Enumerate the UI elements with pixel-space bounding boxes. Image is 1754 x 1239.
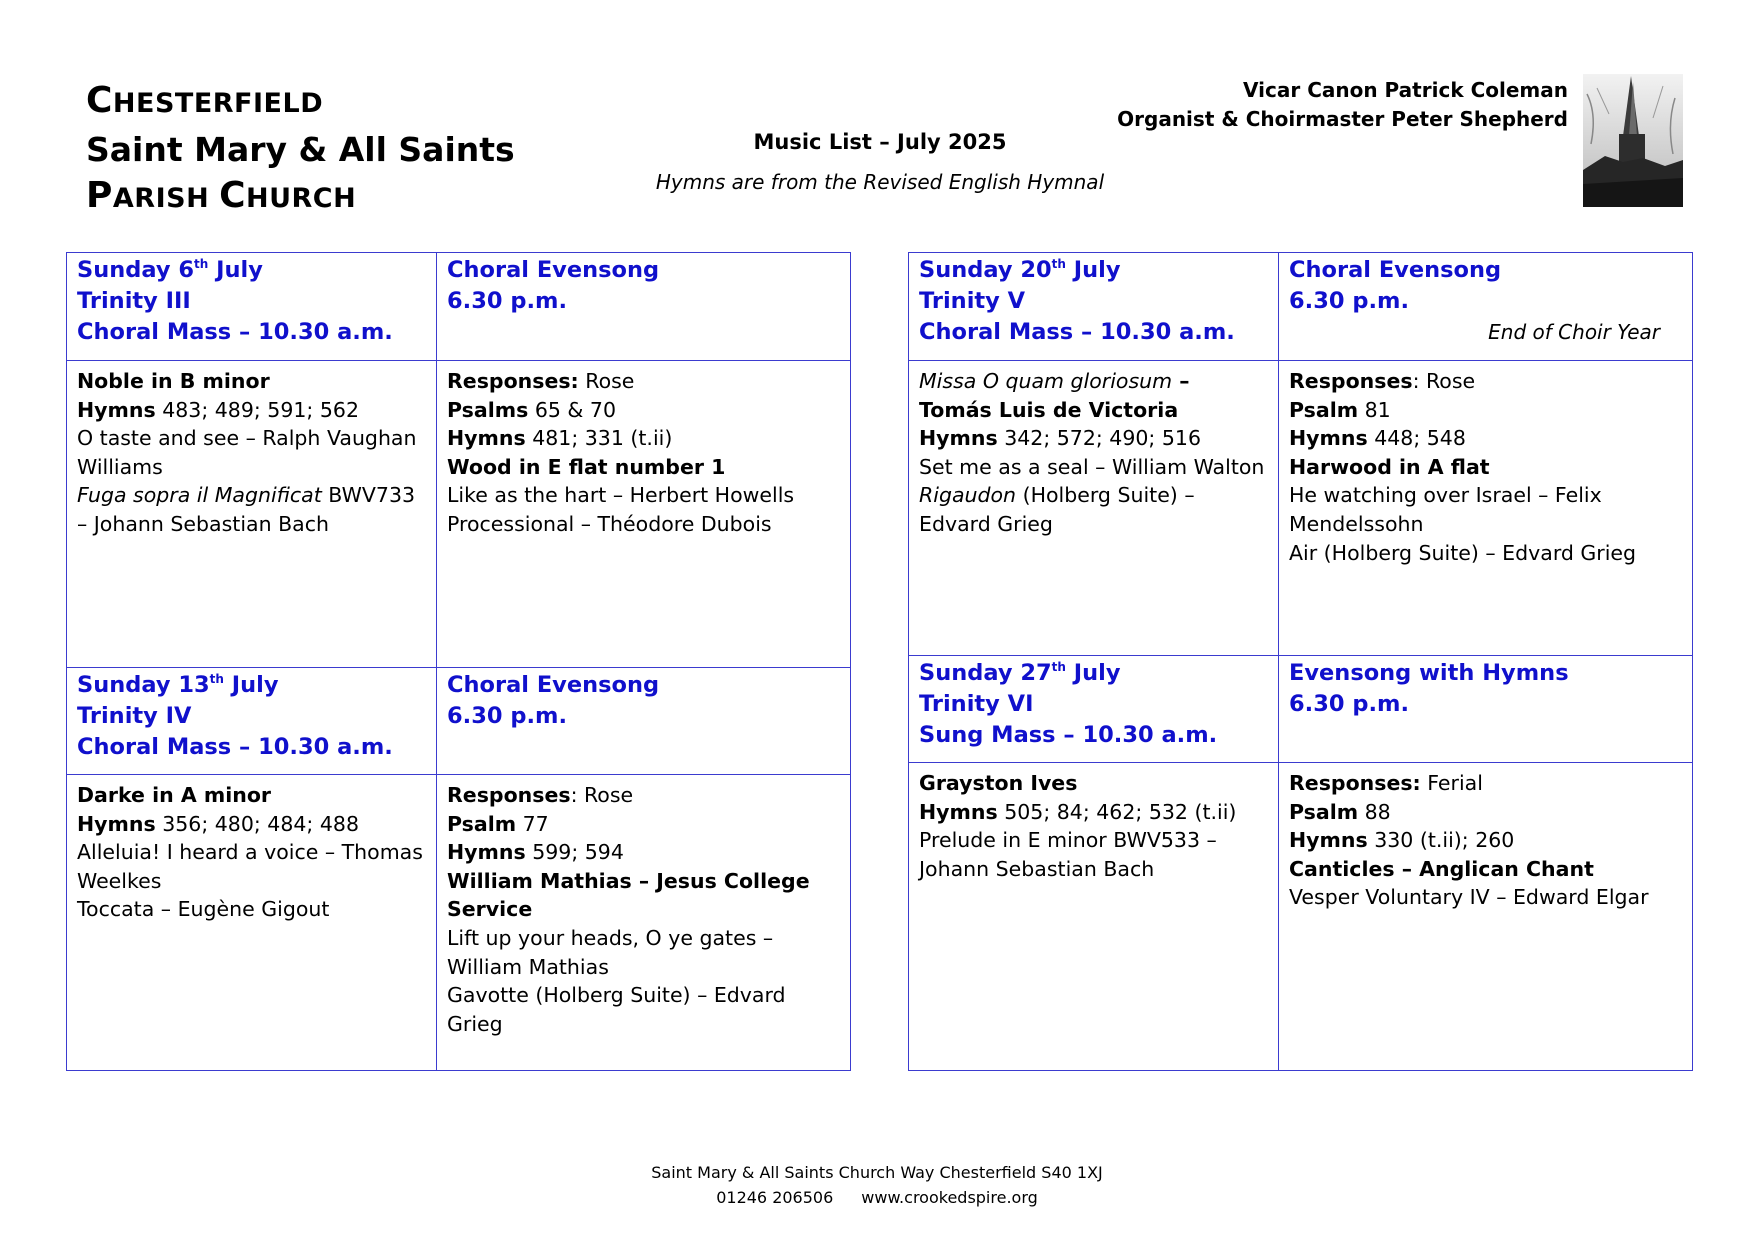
list-item: Noble in B minor [77, 369, 270, 393]
july13-evening-music [437, 775, 851, 1071]
list-item: Processional – Théodore Dubois [447, 511, 772, 536]
footer-address: Saint Mary & All Saints Church Way Chesterfield S40 1XJ [651, 1163, 1103, 1182]
july20-evening-header [1279, 253, 1693, 361]
church-name-line2: Saint Mary & All Saints [86, 130, 515, 169]
end-of-choir-year-note: End of Choir Year [1488, 320, 1660, 344]
july27-morning-service: Sung Mass – 10.30 a.m. [919, 722, 1218, 748]
july20-morning-music [909, 361, 1279, 656]
footer-website[interactable]: www.crookedspire.org [861, 1188, 1038, 1207]
music-list-title: Music List – July 2025 [753, 130, 1007, 154]
july13-trinity: Trinity IV [77, 703, 192, 729]
july6-morning-service: Choral Mass – 10.30 a.m. [77, 319, 393, 345]
list-item: Canticles – Anglican Chant [1289, 856, 1594, 881]
list-item: Alleluia! I heard a voice – Thomas Weelkes [77, 840, 423, 893]
list-item: Toccata – Eugène Gigout [77, 897, 330, 922]
list-item: Hymns 483; 489; 591; 562 [77, 397, 359, 422]
list-item: Prelude in E minor BWV533 – Johann Sebastian Bach [919, 828, 1217, 881]
church-name-line1: CHESTERFIELD [86, 80, 324, 121]
july6-evening-service: Choral Evensong [447, 257, 660, 283]
list-item: Rigaudon (Holberg Suite) – Edvard Grieg [919, 483, 1195, 536]
july13-evening-service: Choral Evensong [447, 672, 660, 698]
list-item: Lift up your heads, O ye gates – William Mathias [447, 925, 774, 979]
list-item: Vesper Voluntary IV – Edward Elgar [1289, 885, 1649, 910]
july20-morning-service: Choral Mass – 10.30 a.m. [919, 319, 1235, 345]
list-item: Hymns 330 (t.ii); 260 [1289, 828, 1515, 853]
church-spire-photo [1583, 74, 1683, 207]
list-item: Responses: Rose [447, 783, 634, 807]
july27-evening-service: Evensong with Hymns [1289, 660, 1569, 686]
july20-evening-service: Choral Evensong [1289, 257, 1502, 283]
list-item: Gavotte (Holberg Suite) – Edvard Grieg [447, 983, 786, 1036]
church-name [86, 78, 515, 222]
list-item: Hymns 481; 331 (t.ii) [447, 426, 673, 451]
list-item: Hymns 356; 480; 484; 488 [77, 811, 359, 836]
july13-evening-header [437, 668, 851, 775]
list-item: Responses: Rose [447, 369, 635, 393]
list-item: William Mathias – Jesus College Service [447, 868, 810, 922]
organist-name: Organist & Choirmaster Peter Shepherd [1117, 107, 1568, 131]
july6-evening-music [437, 361, 851, 668]
july20-date: Sunday 20th July [919, 257, 1121, 283]
list-item: Like as the hart – Herbert Howells [447, 483, 795, 508]
july13-morning-service: Choral Mass – 10.30 a.m. [77, 734, 393, 760]
july6-evening-header [437, 253, 851, 361]
july27-morning-header [909, 656, 1279, 763]
july27-date: Sunday 27th July [919, 660, 1121, 686]
footer-phone: 01246 206506 [716, 1188, 834, 1207]
list-item: Air (Holberg Suite) – Edvard Grieg [1289, 540, 1637, 565]
july6-evening-time: 6.30 p.m. [447, 288, 567, 314]
schedule-left [66, 252, 851, 1071]
list-item: Hymns 505; 84; 462; 532 (t.ii) [919, 799, 1237, 824]
list-item: Responses: Ferial [1289, 771, 1483, 795]
july6-trinity: Trinity III [77, 288, 191, 314]
list-item: Psalm 81 [1289, 397, 1391, 422]
july27-evening-music [1279, 763, 1693, 1071]
july13-morning-music [67, 775, 437, 1071]
list-item: Psalms 65 & 70 [447, 397, 617, 422]
july20-morning-header [909, 253, 1279, 361]
list-item: Harwood in A flat [1289, 454, 1490, 479]
july13-date: Sunday 13th July [77, 672, 279, 698]
list-item: He watching over Israel – Felix Mendelssohn [1289, 483, 1602, 536]
july20-trinity: Trinity V [919, 288, 1026, 314]
list-item: Hymns 599; 594 [447, 840, 624, 865]
list-item: Psalm 88 [1289, 799, 1391, 824]
july20-evening-music [1279, 361, 1693, 656]
list-item: Darke in A minor [77, 783, 272, 807]
music-list-subtitle: Hymns are from the Revised English Hymnal [655, 170, 1105, 194]
list-item: O taste and see – Ralph Vaughan Williams [77, 426, 417, 479]
list-item: Responses: Rose [1289, 369, 1476, 393]
list-item: Missa O quam gloriosum – Tomás Luis de Victoria [919, 369, 1190, 422]
july13-morning-header [67, 668, 437, 775]
list-item: Wood in E flat number 1 [447, 454, 726, 479]
list-item: Grayston Ives [919, 771, 1078, 795]
list-item: Hymns 448; 548 [1289, 426, 1466, 451]
schedule-right [908, 252, 1693, 1071]
july13-evening-time: 6.30 p.m. [447, 703, 567, 729]
july27-trinity: Trinity VI [919, 691, 1034, 717]
list-item: Psalm 77 [447, 811, 549, 836]
july6-morning-header [67, 253, 437, 361]
july20-evening-time: 6.30 p.m. [1289, 288, 1409, 314]
july27-morning-music [909, 763, 1279, 1071]
footer [0, 1160, 1754, 1210]
list-item: Fuga sopra il Magnificat BWV733 – Johann Sebastian Bach [77, 483, 416, 536]
clergy-block [1117, 76, 1568, 134]
july6-morning-music [67, 361, 437, 668]
church-name-line3: PARISH CHURCH [86, 175, 357, 216]
list-item: Set me as a seal – William Walton [919, 454, 1265, 479]
july6-date: Sunday 6th July [77, 257, 263, 283]
july27-evening-time: 6.30 p.m. [1289, 691, 1409, 717]
july27-evening-header [1279, 656, 1693, 763]
footer-contact [0, 1185, 1754, 1210]
vicar-name: Vicar Canon Patrick Coleman [1243, 78, 1568, 102]
list-item: Hymns 342; 572; 490; 516 [919, 426, 1201, 451]
